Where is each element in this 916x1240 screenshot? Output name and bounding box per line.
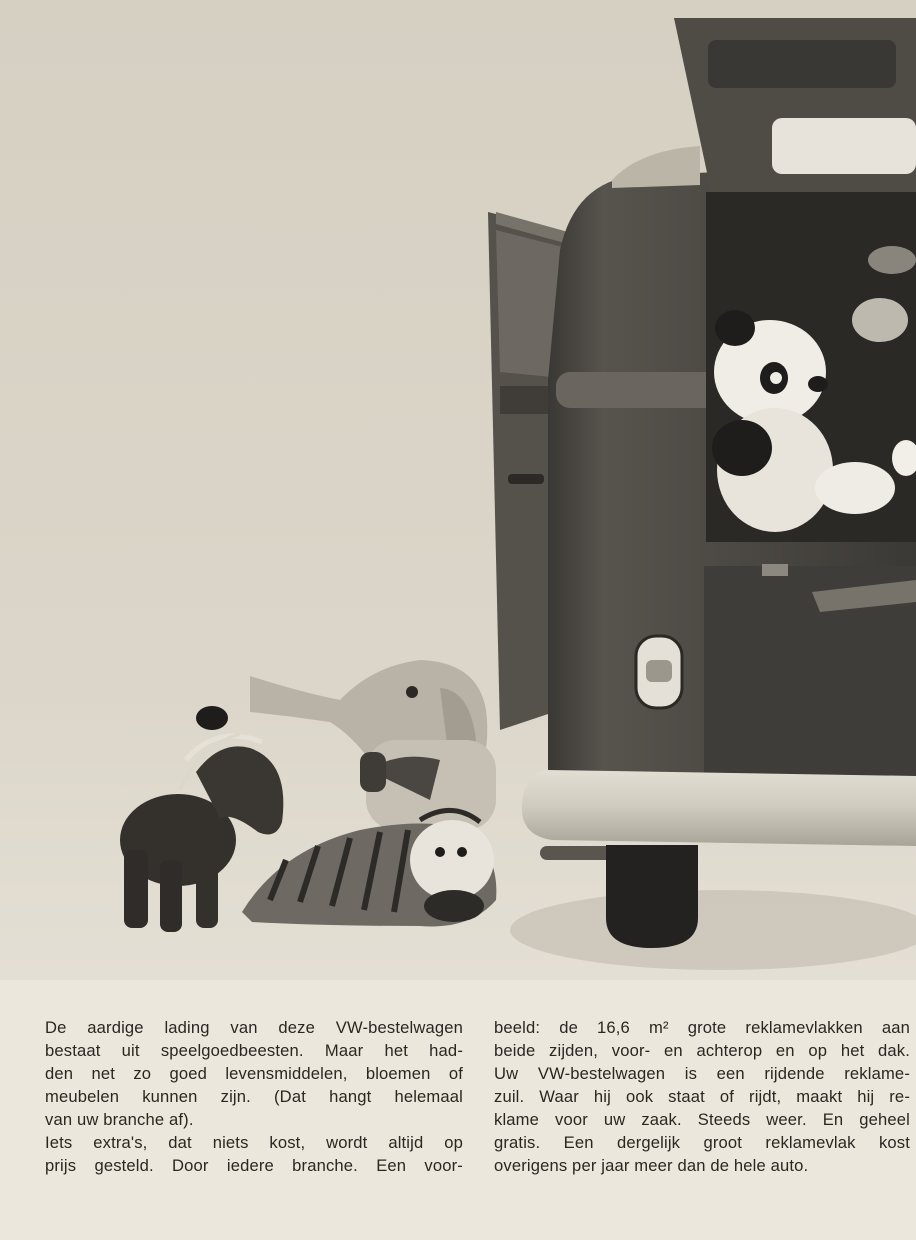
text-line: beide zijden, voor- en achterop en op het dak. [494, 1041, 910, 1060]
article-column-left [45, 1016, 463, 1177]
text-line: den net zo goed levensmiddelen, bloemen of [45, 1064, 463, 1083]
article-text-area [0, 980, 916, 1240]
text-line: gratis. Een dergelijk groot reklamevlak kost [494, 1133, 910, 1152]
text-line: Iets extra's, dat niets kost, wordt altijd op [45, 1133, 463, 1152]
text-line: De aardige lading van deze VW-bestelwagen [45, 1018, 463, 1037]
van-shadow [510, 890, 916, 970]
text-line: prijs gesteld. Door iedere branche. Een voor- [45, 1156, 463, 1175]
rear-bumper [522, 770, 916, 846]
text-line: klame voor uw zaak. Steeds weer. En geheel [494, 1110, 910, 1129]
text-line: overigens per jaar meer dan de hele auto. [494, 1156, 809, 1175]
rear-wheel [606, 845, 698, 948]
text-line: beeld: de 16,6 m² grote reklamevlakken aan [494, 1018, 910, 1037]
article-column-right [494, 1016, 910, 1177]
text-line: Uw VW-bestelwagen is een rijdende reklame- [494, 1064, 910, 1083]
text-line: bestaat uit speelgoedbeesten. Maar het had- [45, 1041, 463, 1060]
text-line: van uw branche af). [45, 1110, 194, 1129]
text-line: meubelen kunnen zijn. (Dat hangt helemaal [45, 1087, 463, 1106]
door-handle [508, 474, 544, 484]
text-line: zuil. Waar hij ook staat of rijdt, maakt hij re- [494, 1087, 910, 1106]
